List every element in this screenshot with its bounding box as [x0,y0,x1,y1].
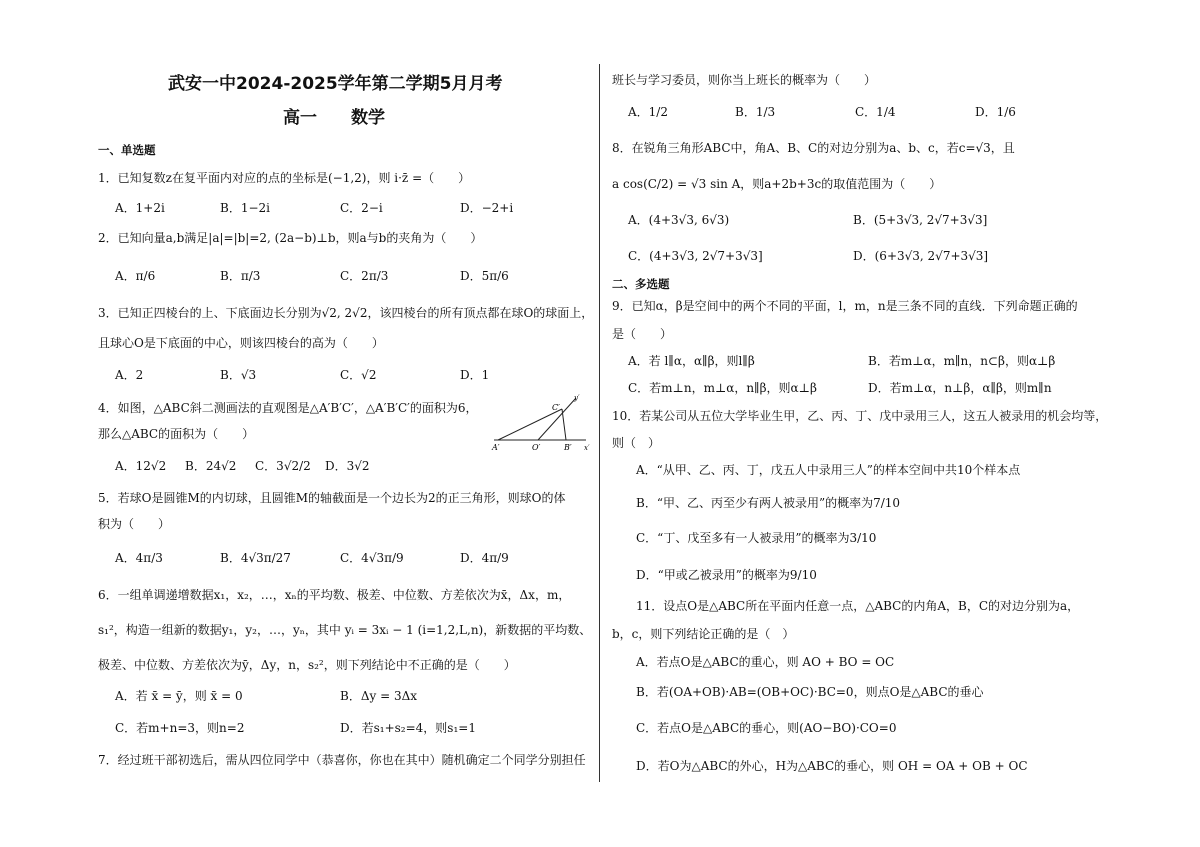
q2-option-b: B．π/3 [220,269,261,283]
q6-option-b: B．Δy = 3Δx [340,689,418,703]
q5-option-b: B．4√3π/27 [220,551,291,565]
q10-option-c: C．“丁、戊至多有一人被录用”的概率为3/10 [636,531,877,545]
q10-stem-line1: 10．若某公司从五位大学毕业生甲，乙、丙、丁、戊中录用三人，这五人被录用的机会均等， [612,409,1108,423]
fig-label-b: B′ [564,443,572,452]
q3-option-b: B．√3 [220,368,257,382]
section-single-choice: 一、单选题 [98,143,156,157]
q6-stem-line2: s₁²，构造一组新的数据y₁，y₂，…，yₙ，其中 yᵢ = 3xᵢ − 1 (i=1,2,L,n)，新数据的平均数、 [98,623,592,637]
q8-stem-line2: a cos(C/2) = √3 sin A，则a+2b+3c的取值范围为（ ） [612,177,942,191]
q10-option-a: A．“从甲、乙、丙、丁，戊五人中录用三人”的样本空间中共10个样本点 [636,463,1021,477]
q5-stem-line1: 5．若球O是圆锥M的内切球，且圆锥M的轴截面是一个边长为2的正三角形，则球O的体 [98,491,566,505]
q6-option-d: D．若s₁+s₂=4，则s₁=1 [340,721,476,735]
q6-stem-line3: 极差、中位数、方差依次为ȳ，Δy，n，s₂²，则下列结论中不正确的是（ ） [98,658,516,672]
section-multi-choice: 二、多选题 [612,277,670,291]
q9-stem-line2: 是（ ） [612,327,673,341]
q6-option-c: C．若m+n=3，则n=2 [115,721,245,735]
q6-stem-line1: 6．一组单调递增数据x₁，x₂，…，xₙ的平均数、极差、中位数、方差依次为x̄，Δx，m， [98,588,571,602]
q10-option-d: D．“甲或乙被录用”的概率为9/10 [636,568,817,582]
q5-option-a: A．4π/3 [115,551,163,565]
q11-option-b: B．若(OA+OB)·AB=(OB+OC)·BC=0，则点O是△ABC的垂心 [636,685,984,699]
q4-option-b: B．24√2 [185,459,237,473]
q7-stem-line2: 班长与学习委员，则你当上班长的概率为（ ） [612,73,877,87]
q1-option-c: C．2−i [340,201,383,215]
q11-stem-line2: b，c，则下列结论正确的是（ ） [612,627,795,641]
q10-stem-line2: 则（ ） [612,436,661,450]
q7-option-a: A．1/2 [628,105,668,119]
q4-stem-line2: 那么△ABC的面积为（ ） [98,427,255,441]
q7-option-c: C．1/4 [855,105,896,119]
q1-option-d: D．−2+i [460,201,514,215]
q1-stem: 1．已知复数z在复平面内对应的点的坐标是(−1,2)，则 i·z̄ =（ ） [98,171,471,185]
fig-label-y: y′ [574,394,580,402]
q4-stem-line1: 4．如图，△ABC斜二测画法的直观图是△A′B′C′，△A′B′C′的面积为6， [98,401,478,415]
fig-label-x: x′ [584,444,590,452]
fig-label-a: A′ [492,443,500,452]
q4-figure-oblique-triangle [488,392,592,454]
q8-stem-line1: 8．在锐角三角形ABC中，角A、B、C的对边分别为a、b、c，若c=√3，且 [612,141,1015,155]
page-title: 武安一中2024-2025学年第二学期5月月考 [168,74,503,94]
q5-option-c: C．4√3π/9 [340,551,404,565]
q1-option-b: B．1−2i [220,201,270,215]
q11-option-d: D．若O为△ABC的外心，H为△ABC的垂心，则 OH = OA + OB + OC [636,759,1028,773]
q3-stem-line2: 且球心O是下底面的中心，则该四棱台的高为（ ） [98,336,384,350]
q2-option-c: C．2π/3 [340,269,389,283]
q7-option-d: D．1/6 [975,105,1016,119]
page-subtitle: 高一 数学 [283,108,385,128]
q4-option-a: A．12√2 [115,459,167,473]
q5-option-d: D．4π/9 [460,551,509,565]
fig-label-c: C′ [552,403,560,412]
q7-option-b: B．1/3 [735,105,776,119]
q2-stem: 2．已知向量a,b满足|a|=|b|=2, (2a−b)⊥b，则a与b的夹角为（ ） [98,231,483,245]
q8-option-a: A．(4+3√3, 6√3) [628,213,730,227]
q6-option-a: A．若 x̄ = ȳ，则 x̄ = 0 [115,689,243,703]
q5-stem-line2: 积为（ ） [98,517,171,531]
q9-stem-line1: 9．已知α，β是空间中的两个不同的平面，l，m，n是三条不同的直线．下列命题正确的 [612,299,1078,313]
q9-option-b: B．若m⊥α，m∥n，n⊂β，则α⊥β [868,354,1056,368]
column-divider [599,64,600,782]
q7-stem-line1: 7．经过班干部初选后，需从四位同学中（恭喜你，你也在其中）随机确定二个同学分别担任 [98,753,586,767]
q8-option-c: C．(4+3√3, 2√7+3√3] [628,249,763,263]
q9-option-d: D．若m⊥α，n⊥β，α∥β，则m∥n [868,381,1052,395]
q3-option-c: C．√2 [340,368,377,382]
q2-option-a: A．π/6 [115,269,156,283]
fig-label-o: O′ [532,443,541,452]
q3-option-d: D．1 [460,368,490,382]
q3-option-a: A．2 [115,368,144,382]
q10-option-b: B．“甲、乙、丙至少有两人被录用”的概率为7/10 [636,496,901,510]
q11-stem-line1: 11．设点O是△ABC所在平面内任意一点，△ABC的内角A，B，C的对边分别为a， [636,599,1080,613]
q4-option-d: D．3√2 [325,459,370,473]
q8-option-b: B．(5+3√3, 2√7+3√3] [853,213,988,227]
q9-option-c: C．若m⊥n，m⊥α，n∥β，则α⊥β [628,381,817,395]
q1-option-a: A．1+2i [115,201,165,215]
q4-option-c: C．3√2/2 [255,459,311,473]
q8-option-d: D．(6+3√3, 2√7+3√3] [853,249,989,263]
q2-option-d: D．5π/6 [460,269,509,283]
q3-stem-line1: 3．已知正四棱台的上、下底面边长分别为√2, 2√2，该四棱台的所有顶点都在球O的球面上， [98,306,594,320]
q11-option-c: C．若点O是△ABC的垂心，则(AO−BO)·CO=0 [636,721,897,735]
q11-option-a: A．若点O是△ABC的重心，则 AO + BO = OC [636,655,895,669]
q9-option-a: A．若 l∥α，α∥β，则l∥β [628,354,755,368]
